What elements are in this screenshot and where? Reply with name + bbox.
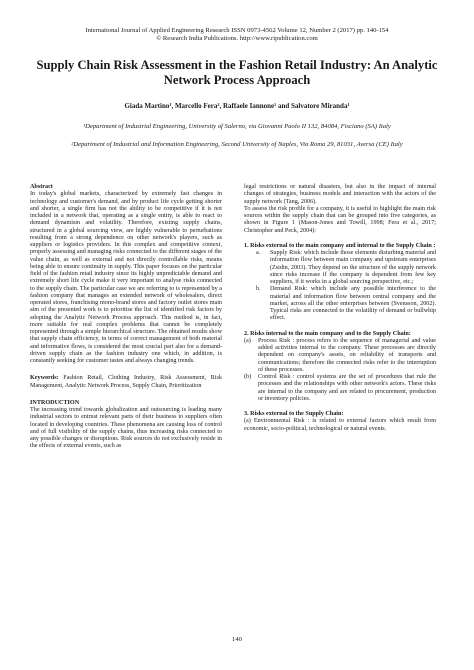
abstract-text: In today's global markets, characterized by extremely fast changes in technology and customer's demand, and by product life cycle getting shorter and shorter, a single firm has not the ability to be competitive if it is not included in a network that, operating as a single entity, is able to react to demand dynamism and volatility. Therefore, existing supply chains, structured in a global sourcing view, are highly vulnerable to perturbations resulting from a strong dependence on other network's players, such as suppliers or logistics providers. In this complex and competitive context, properly assessing and managing risks connected to the different stages of the value chain, as well as external and not directly controllable risks, means being able to ensure continuity in supply. This paper focuses on the particular field of the fashion retail industry since its highly unpredictable demand and extremely short life cycle make it very important to analyse risks connected to the supply chain. The particular case we are referring to is represented by a fashion company that manages an extended network of wholesalers, direct operated stores, franchising mono-brand stores and factory outlet stores main aim of the presented work is to prioritise the list of identified risk factors by adopting the Analytic Network Process approach. This method is, in fact, more suitable for real complex problems that cannot be completely represented through a simple hierarchical structure. The obtained results show that supply chain efficiency, in terms of correct management of both material and informative flows, is considered the most crucial part also for a demand-driven supply chain as the fashion industry one which, in addition, is constantly seeking for customer tastes and always changing trends. <box>30 191 222 364</box>
journal-header <box>40 27 434 43</box>
introduction-text: The increasing trend towards globalization and outsourcing is leading many industrial sectors to entrust relevant parts of their business to suppliers often located in developing countries. These phenomena are causing loss of control and of full visibility of the supply chains, thus increasing risks connected to any possible changes or disruptions. Risk sources do not exclusively reside in the effects of external events, such as <box>30 407 222 450</box>
list-item <box>244 250 436 286</box>
risk-profile-text: To assess the risk profile for a company, it is useful to highlight the main risk sources within the supply chain that can be grouped into five categories, as shown in Figure 1 (Mason-Jones and Towill, 1998; Fera et al., 2017; Christopher and Peck, 2004): <box>244 205 436 234</box>
keywords-label: Keywords: <box>30 375 59 382</box>
section-1-heading: 1. Risks external to the main company and internal to the Supply Chain : <box>244 242 436 249</box>
section-2-heading: 2. Risks internal to the main company and to the Supply Chain: <box>244 330 411 337</box>
introduction-heading: INTRODUCTION <box>30 399 80 406</box>
right-column <box>244 184 436 433</box>
list-item-text: Control Risk : control systems are the set of procedures that rule the processes and the relationships with other network's actors. These risks are internal to the company and are related to procurement, production or inventory policies. <box>258 374 436 402</box>
abstract-heading: Abstract <box>30 184 53 190</box>
author-list: Giada Martino¹, Marcello Fera², Raffaele Iannone¹ and Salvatore Miranda¹ <box>124 102 350 110</box>
list-item-text: Demand Risk: which include any possible interference to the material and information flow between central company and the market, across all the other enterprises between (Svensson, 2002). Typical risks are connected to the volatility of demand or bullwhip effect. <box>270 286 436 322</box>
list-marker: b. <box>256 286 261 293</box>
keywords-text: Fashion Retail, Clothing Industry, Risk Assessment, Risk Management, Analytic Network Process, Supply Chain, Prioritization <box>30 375 222 389</box>
section-3-heading: 3. Risks external to the Supply Chain: <box>244 411 344 417</box>
affiliation-1: ¹Department of Industrial Engineering, University of Salerno, via Giovanni Paolo II 132, 84084, Fisciano (SA) Italy <box>83 123 391 130</box>
list-marker: (a) <box>244 337 251 344</box>
page-number: 140 <box>232 636 242 643</box>
left-column <box>30 184 222 451</box>
list-item-text: Supply Risk: which include those elements disturbing material and information flow between main company and upstream enterprises (Zsidin, 2003). They depend on the structure of the supply network since risks increase if the company is dependent from few key suppliers, if it works in a global sourcing perspective, etc.; <box>270 250 436 285</box>
section-3-text: (a) Environmental Risk : is related to external factors which result from economic, socio-political, technological or natural events. <box>244 418 436 432</box>
introduction-continued-text: legal restrictions or natural disasters, but also in the impact of internal changes of strategies, business models and interaction with the actors of the supply network (Tang, 2006). <box>244 184 436 205</box>
list-marker: (b) <box>244 374 252 380</box>
journal-publisher: © Research India Publications. http://www.ripublication.com <box>156 35 318 42</box>
list-item <box>244 338 436 374</box>
journal-citation: International Journal of Applied Engineering Research ISSN 0973-4562 Volume 12, Number 2 (2017) pp. 140-154 <box>85 27 389 34</box>
keywords <box>30 375 222 390</box>
list-item-text: Process Risk : process refers to the sequence of managerial and value added activities internal to the company. These processes are directly dependent on company's assets, on reliability of transports and communications; therefore the connected risks refer to the interruption of these processes. <box>258 337 436 373</box>
list-item <box>244 286 436 322</box>
affiliation-2: ²Department of Industrial and Information Engineering, Second University of Naples, Via Roma 29, 81031, Aversa (CE) Italy <box>71 141 403 148</box>
list-item <box>244 374 436 403</box>
list-marker: a. <box>256 250 261 256</box>
paper-title: Supply Chain Risk Assessment in the Fashion Retail Industry: An Analytic Network Process Approach <box>36 58 438 87</box>
